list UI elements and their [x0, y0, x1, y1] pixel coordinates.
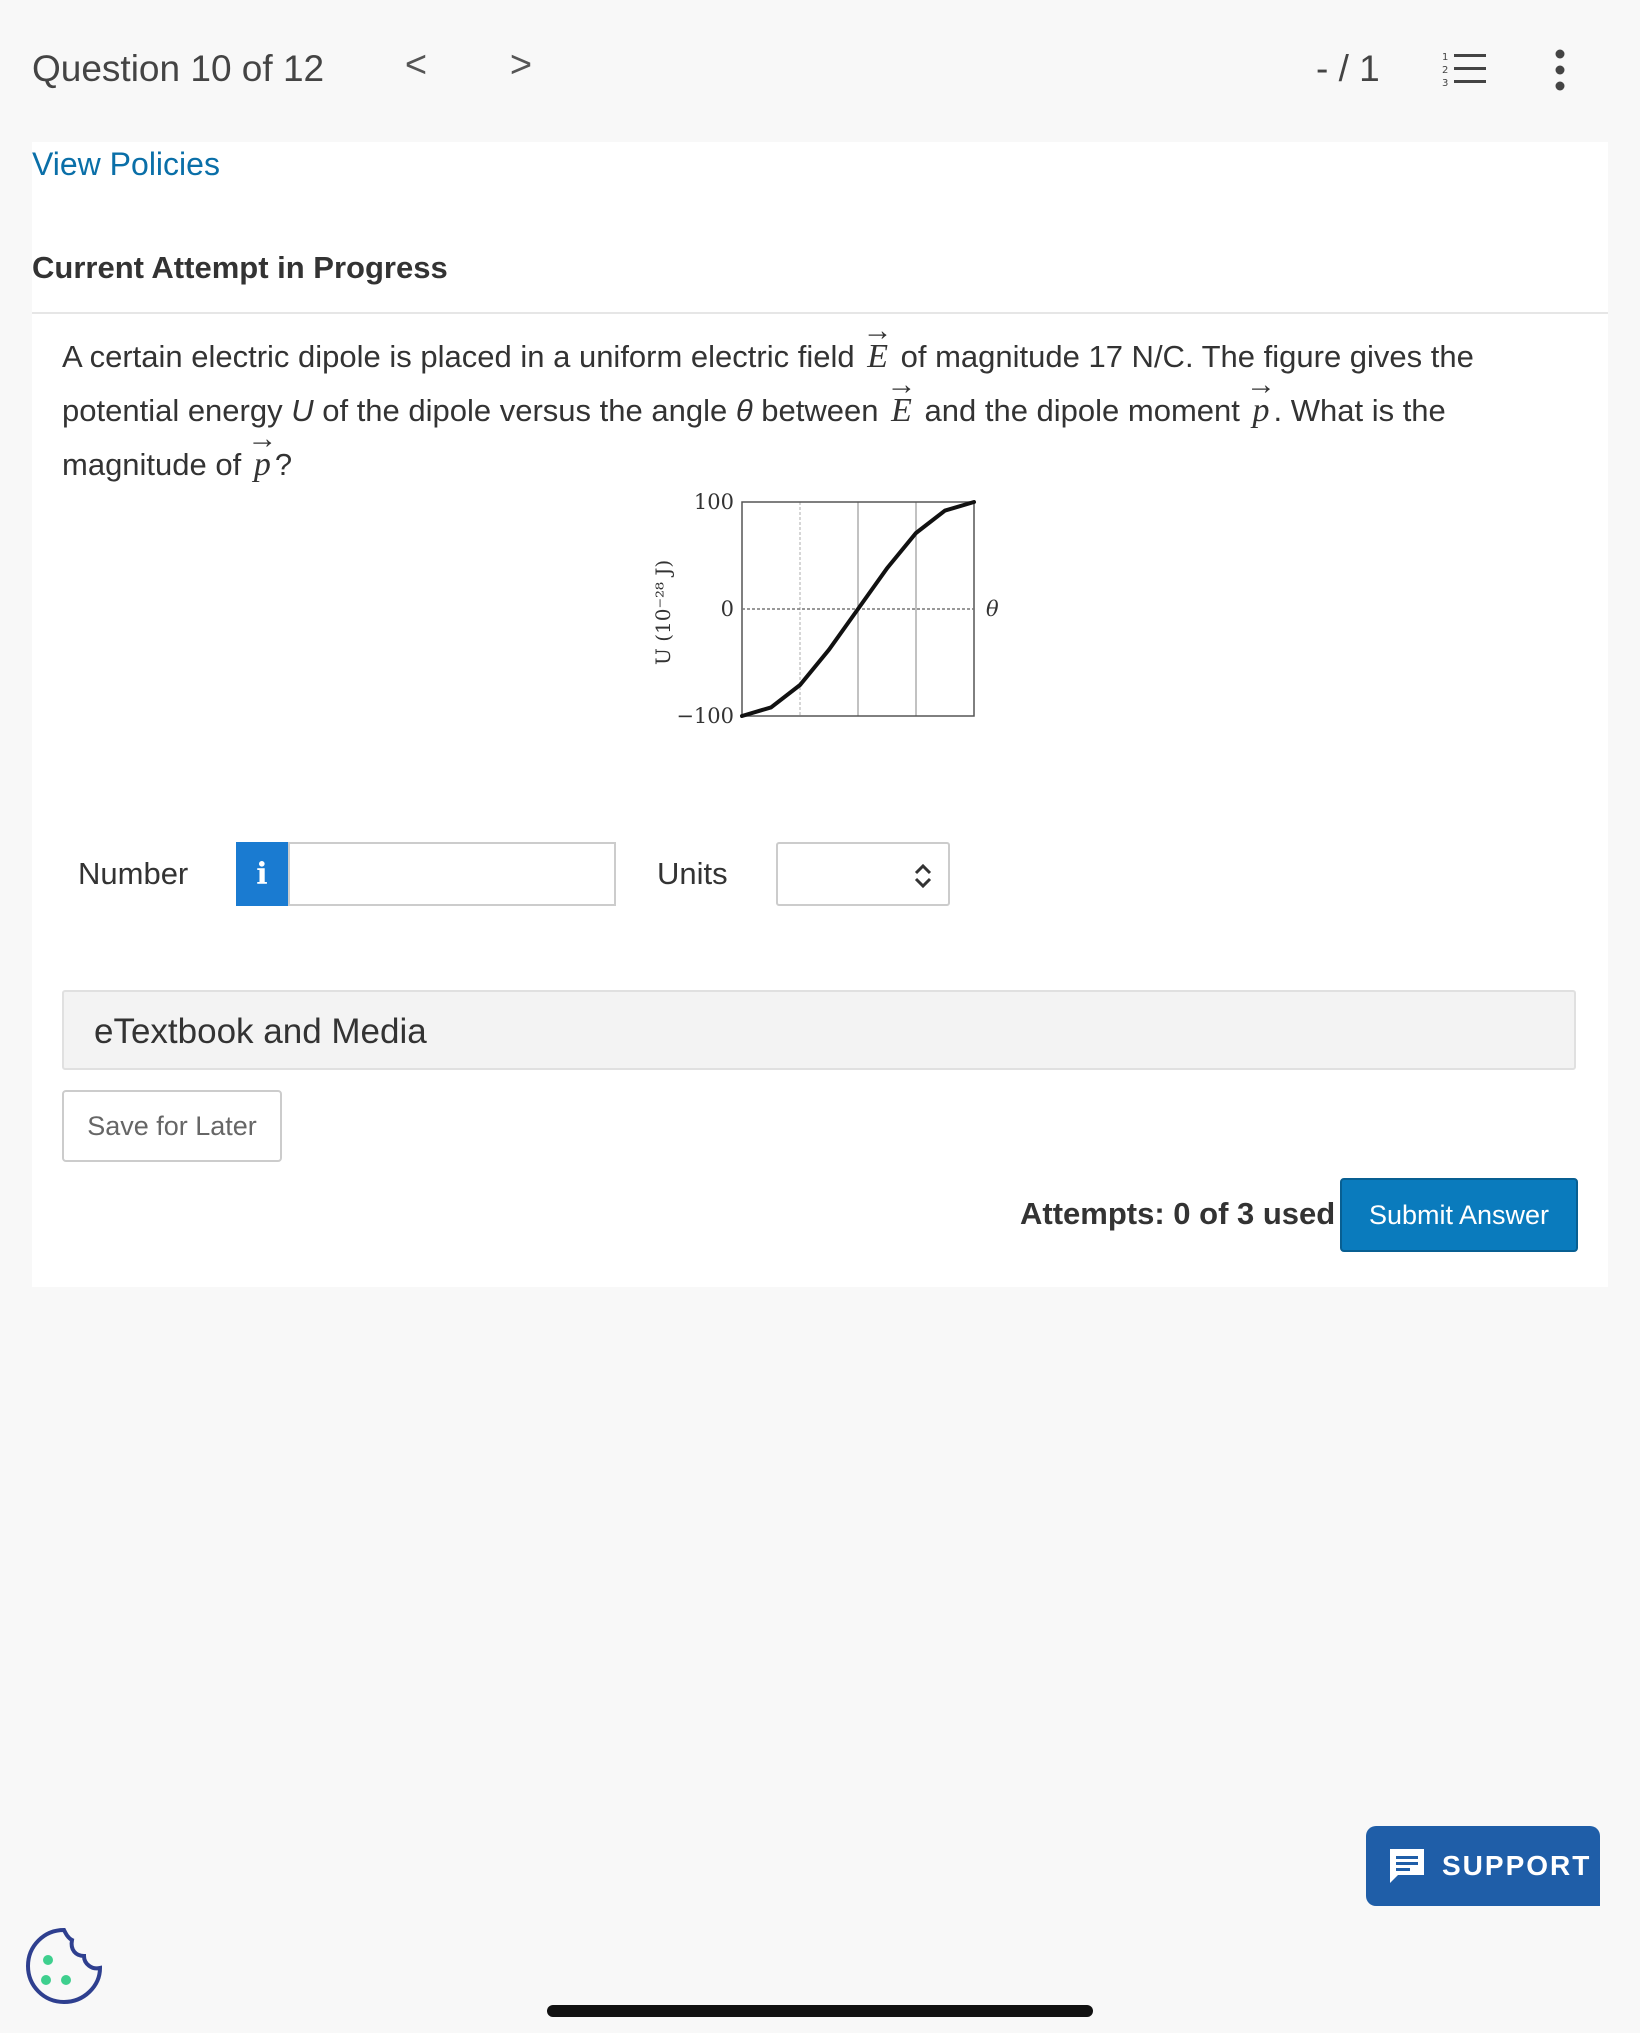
score-display: - / 1 — [1316, 48, 1380, 89]
x-axis-label: θ — [986, 597, 999, 621]
svg-text:1: 1 — [1442, 52, 1449, 63]
question-text: A certain electric dipole is placed in a uniform electric field → E of magnitude 17 N/C. The figure gives the potential energy U of the dipole versus the angle θ between → E and the dipole moment → p . What is the magnitude of → p ? — [62, 330, 1522, 492]
units-select[interactable] — [776, 842, 950, 906]
y-axis-label: U (10⁻²⁸ J) — [651, 559, 675, 665]
y-tick-label: 100 — [693, 490, 734, 514]
save-for-later-button[interactable]: Save for Later — [62, 1090, 282, 1162]
updown-chevron-icon — [912, 862, 934, 890]
vector-E: → E — [887, 384, 916, 438]
y-tick-label: 0 — [720, 597, 734, 621]
question-counter: Question 10 of 12 — [32, 48, 325, 89]
previous-question-button[interactable]: < — [404, 44, 428, 86]
top-bar — [0, 0, 1640, 140]
support-label: SUPPORT — [1442, 1850, 1592, 1881]
support-button[interactable] — [1366, 1826, 1600, 1906]
divider — [32, 312, 1608, 314]
more-options-icon[interactable] — [1548, 48, 1572, 92]
home-indicator — [547, 2005, 1093, 2017]
potential-energy-chart — [650, 480, 1010, 740]
next-question-button[interactable]: > — [509, 44, 533, 86]
vector-E: → E — [863, 330, 892, 384]
submit-answer-button[interactable]: Submit Answer — [1340, 1178, 1578, 1252]
vector-p: → p — [250, 438, 275, 492]
numbered-list-icon[interactable] — [1442, 50, 1486, 90]
number-label: Number — [78, 856, 189, 891]
cookie-icon[interactable] — [22, 1924, 106, 2008]
info-button[interactable]: i — [236, 842, 288, 906]
svg-text:2: 2 — [1442, 65, 1449, 76]
y-tick-label: −100 — [676, 704, 734, 728]
number-input[interactable] — [288, 842, 616, 906]
svg-text:3: 3 — [1442, 78, 1449, 89]
units-label: Units — [657, 856, 728, 891]
etextbook-media-panel[interactable]: eTextbook and Media — [62, 990, 1576, 1070]
view-policies-link[interactable]: View Policies — [32, 146, 220, 182]
attempts-counter: Attempts: 0 of 3 used — [1020, 1196, 1336, 1231]
vector-p: → p — [1249, 384, 1274, 438]
attempt-heading: Current Attempt in Progress — [32, 250, 448, 285]
chat-icon — [1386, 1845, 1428, 1887]
